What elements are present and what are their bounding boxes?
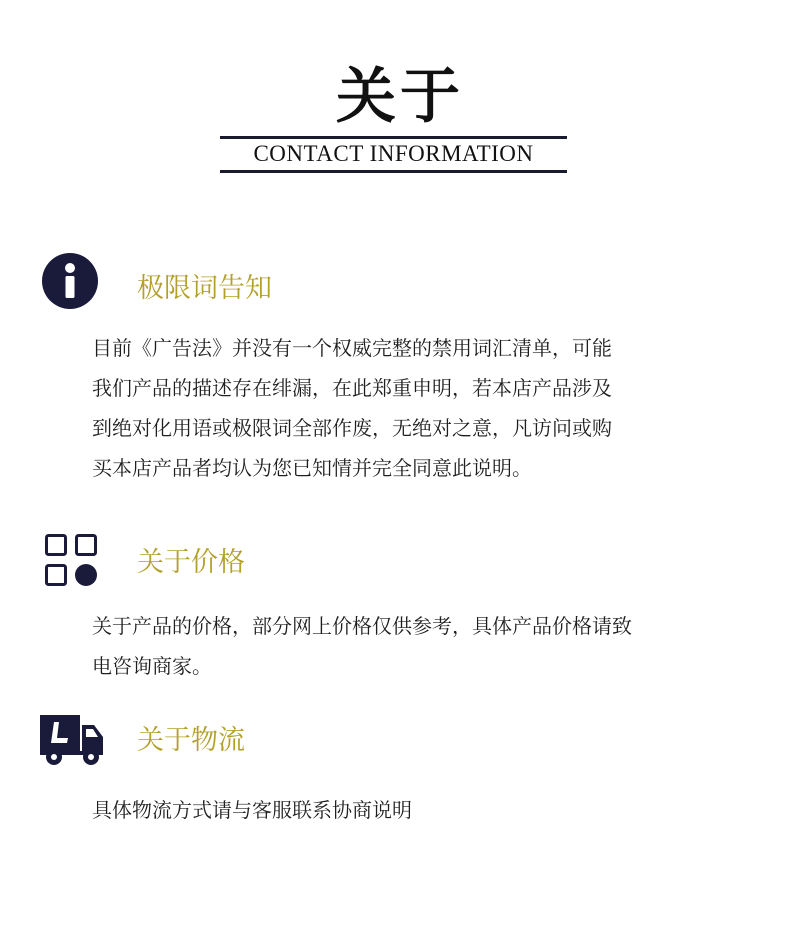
divider-bottom xyxy=(220,170,567,173)
section-title: 关于价格 xyxy=(137,547,245,578)
grid-icon xyxy=(44,533,100,589)
paragraph-line: 具体物流方式请与客服联系协商说明 xyxy=(92,798,412,822)
section-title: 关于物流 xyxy=(137,725,245,756)
info-icon xyxy=(42,253,98,309)
section-body xyxy=(92,606,732,686)
paragraph-line: 关于产品的价格，部分网上价格仅供参考，具体产品价格请致 xyxy=(92,614,632,638)
page-title: 关于 xyxy=(336,62,464,132)
paragraph-line: 我们产品的描述存在绯漏，在此郑重申明，若本店产品涉及 xyxy=(92,376,612,400)
section-body xyxy=(92,790,732,830)
divider-top xyxy=(220,136,567,139)
paragraph-line: 买本店产品者均认为您已知情并完全同意此说明。 xyxy=(92,456,532,480)
paragraph-line: 目前《广告法》并没有一个权威完整的禁用词汇清单，可能 xyxy=(92,336,612,360)
section-body xyxy=(92,328,732,488)
paragraph-line: 电咨询商家。 xyxy=(92,654,212,678)
section-title: 极限词告知 xyxy=(137,273,272,304)
truck-icon xyxy=(40,715,106,767)
page-subtitle: CONTACT INFORMATION xyxy=(253,141,534,166)
paragraph-line: 到绝对化用语或极限词全部作废，无绝对之意，凡访问或购 xyxy=(92,416,612,440)
